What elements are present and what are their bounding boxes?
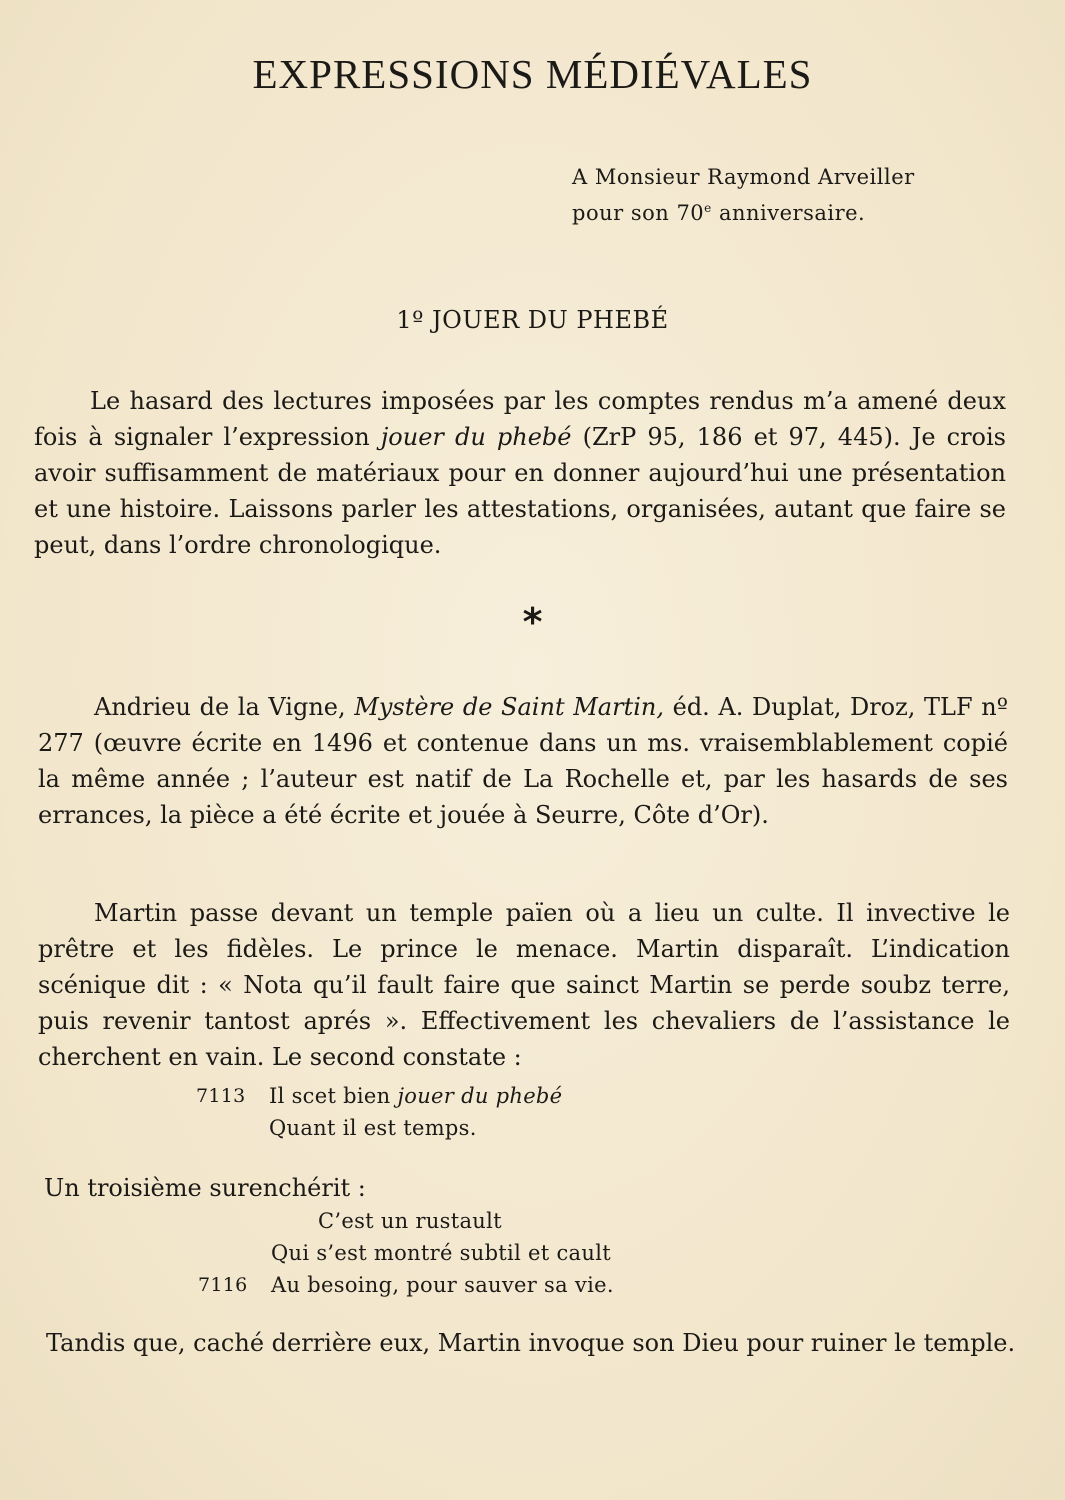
paragraph-transition: Un troisième surenchérit : <box>44 1174 366 1202</box>
dedication <box>572 162 915 229</box>
verse-quote-1 <box>196 1080 562 1144</box>
verse-line: Quant il est temps. <box>269 1116 477 1140</box>
dedication-line-1: A Monsieur Raymond Arveiller <box>572 165 915 189</box>
paragraph-narrative-text: Martin passe devant un temple païen où a lieu un culte. Il invective le prêtre et les fidèles. Le prince le menace. Martin disparaît. L’indication scénique dit : « Nota qu’il fault faire que sainct Martin se perde soubz terre, puis revenir tantost aprés ». Effectivement les chevaliers de l’assistance le cherchent en vain. Le second constate : <box>38 899 1010 1071</box>
verse-number: 7116 <box>198 1274 248 1296</box>
paragraph-intro-text-after: (ZrP 95, 186 et 97, 445). Je crois avoir suffisamment de matériaux pour en donner aujourd’hui une présentation et une histoire. Laissons parler les attestations, organisées, autant que faire se peut, dans l’ordre chronologique. <box>34 423 1006 559</box>
paragraph-source-text-before: Andrieu de la Vigne, <box>94 693 355 721</box>
verse-number: 7113 <box>196 1085 246 1107</box>
paragraph-source-text-after: éd. A. Duplat, Droz, TLF nº 277 (œuvre écrite en 1496 et contenue dans un ms. vraisemblablement copié la même année ; l’auteur est natif de La Rochelle et, par les hasards de ses errances, la pièce a été écrite et jouée à Seurre, Côte d’Or). <box>38 693 1009 829</box>
verse-line-italic: jouer du phebé <box>397 1084 563 1108</box>
dedication-superscript: e <box>704 201 712 215</box>
verse-line: C’est un rustault <box>318 1209 502 1233</box>
page-title: EXPRESSIONS MÉDIÉVALES <box>252 51 813 97</box>
verse-line <box>196 1080 562 1112</box>
dedication-line-2-prefix: pour son 70 <box>572 201 705 225</box>
paragraph-narrative <box>38 895 1010 1075</box>
verse-quote-2 <box>198 1205 614 1301</box>
dedication-line-2-suffix: anniversaire. <box>711 201 866 225</box>
paragraph-intro <box>34 383 1006 563</box>
section-separator: * <box>522 600 543 644</box>
verse-line: Qui s’est montré subtil et cault <box>271 1241 611 1265</box>
paragraph-conclusion: Tandis que, caché derrière eux, Martin invoque son Dieu pour ruiner le temple. <box>46 1329 1016 1357</box>
paragraph-intro-text-before: Le hasard des lectures imposées par les comptes rendus m’a amené deux fois à signaler l’expression <box>34 387 1006 451</box>
dedication-line-2 <box>572 193 915 229</box>
section-heading: 1º JOUER DU PHEBÉ <box>396 306 669 334</box>
verse-line: Au besoing, pour sauver sa vie. <box>271 1273 614 1297</box>
paragraph-source-italic: Mystère de Saint Martin, <box>354 693 664 721</box>
paragraph-source <box>38 689 1008 833</box>
verse-line-text: Il scet bien <box>269 1084 398 1108</box>
paragraph-intro-italic: jouer du phebé <box>380 423 572 451</box>
